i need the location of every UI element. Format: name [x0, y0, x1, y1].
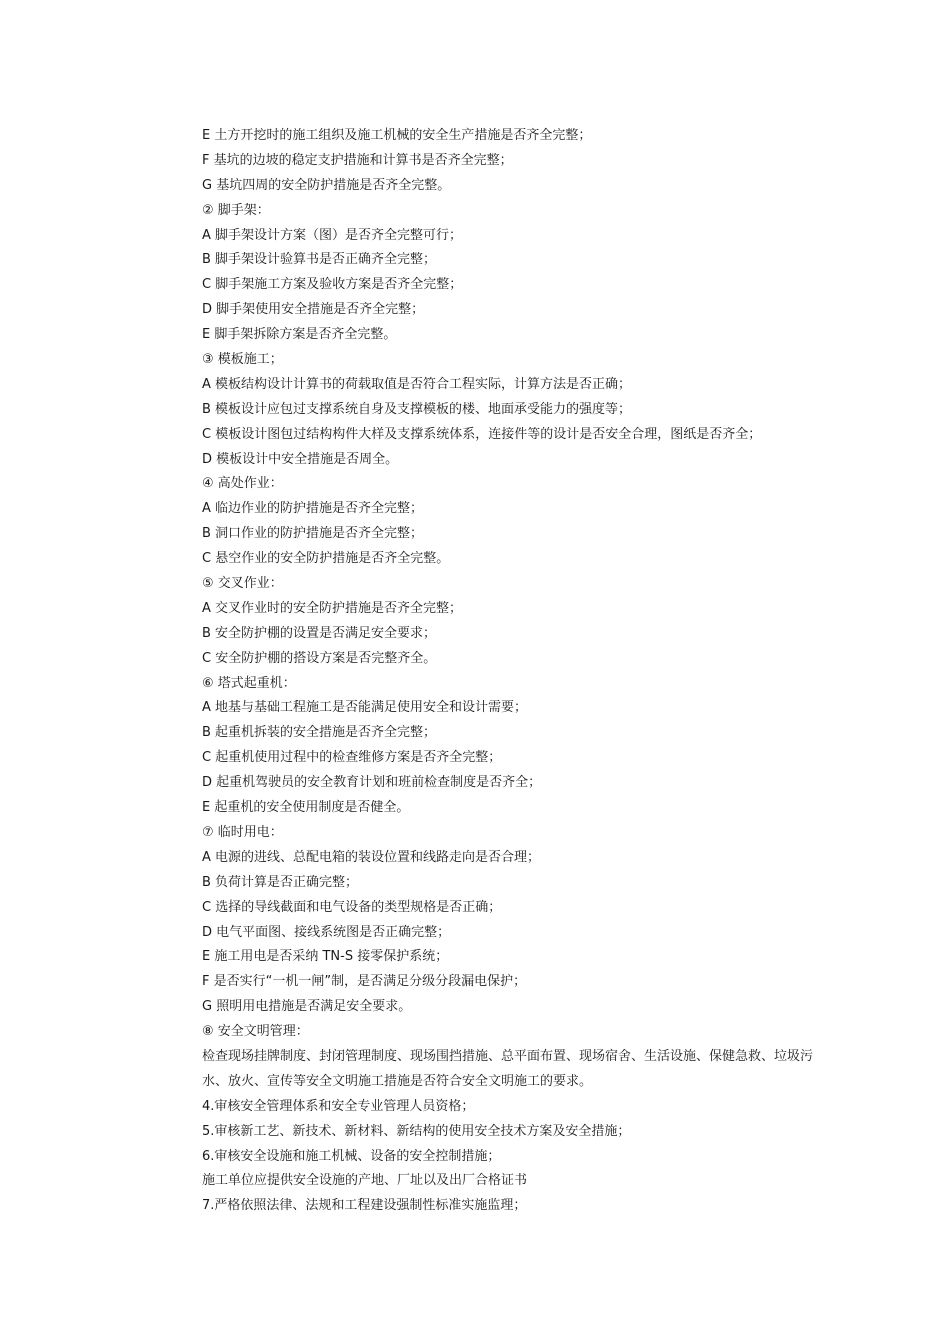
- text-line: A 脚手架设计方案（图）是否齐全完整可行；: [202, 227, 463, 243]
- text-line: A 地基与基础工程施工是否能满足使用安全和设计需要；: [202, 700, 528, 716]
- text-line: C 选择的导线截面和电气设备的类型规格是否正确；: [202, 899, 502, 915]
- text-line: B 洞口作业的防护措施是否齐全完整；: [202, 526, 424, 542]
- text-line: 4.审核安全管理体系和安全专业管理人员资格；: [202, 1098, 475, 1114]
- section-heading: ⑥ 塔式起重机：: [202, 675, 296, 691]
- text-line: B 脚手架设计验算书是否正确齐全完整；: [202, 252, 437, 268]
- text-line: C 起重机使用过程中的检查维修方案是否齐全完整；: [202, 750, 502, 766]
- section-heading: ⑧ 安全文明管理：: [202, 1024, 309, 1040]
- text-line: D 起重机驾驶员的安全教育计划和班前检查制度是否齐全；: [202, 775, 542, 791]
- text-line: C 模板设计图包过结构构件大样及支撑系统体系，连接件等的设计是否安全合理，图纸是否齐全；: [202, 426, 762, 442]
- document-body: [202, 124, 822, 1219]
- text-line: E 起重机的安全使用制度是否健全。: [202, 800, 410, 816]
- text-line: C 安全防护棚的搭设方案是否完整齐全。: [202, 650, 437, 666]
- section-heading: ③ 模板施工；: [202, 352, 283, 368]
- text-line: F 是否实行“一机一闸”制，是否满足分级分段漏电保护；: [202, 974, 527, 990]
- text-line: C 脚手架施工方案及验收方案是否齐全完整；: [202, 277, 463, 293]
- text-line: 施工单位应提供安全设施的产地、厂址以及出厂合格证书: [202, 1173, 528, 1189]
- section-heading: ⑤ 交叉作业：: [202, 576, 283, 592]
- text-line: D 电气平面图、接线系统图是否正确完整；: [202, 924, 451, 940]
- text-line: B 起重机拆装的安全措施是否齐全完整；: [202, 725, 437, 741]
- text-line: E 土方开挖时的施工组织及施工机械的安全生产措施是否齐全完整；: [202, 128, 592, 143]
- text-line: 7.严格依照法律、法规和工程建设强制性标准实施监理；: [202, 1198, 527, 1214]
- text-line: B 安全防护棚的设置是否满足安全要求；: [202, 625, 437, 641]
- text-line: E 施工用电是否采纳 TN-S 接零保护系统；: [202, 949, 449, 965]
- text-line: A 电源的进线、总配电箱的装设位置和线路走向是否合理；: [202, 849, 541, 865]
- section-heading: ④ 高处作业：: [202, 476, 283, 492]
- text-line: A 临边作业的防护措施是否齐全完整；: [202, 501, 424, 517]
- text-line: A 模板结构设计计算书的荷载取值是否符合工程实际，计算方法是否正确；: [202, 376, 632, 392]
- text-line: B 负荷计算是否正确完整；: [202, 874, 359, 890]
- section-heading: ② 脚手架：: [202, 202, 270, 218]
- text-line: C 悬空作业的安全防护措施是否齐全完整。: [202, 551, 450, 567]
- text-line: D 模板设计中安全措施是否周全。: [202, 451, 399, 467]
- text-line: A 交叉作业时的安全防护措施是否齐全完整；: [202, 600, 463, 616]
- text-line: E 脚手架拆除方案是否齐全完整。: [202, 327, 397, 343]
- text-line: F 基坑的边坡的稳定支护措施和计算书是否齐全完整；: [202, 152, 513, 168]
- section-heading: ⑦ 临时用电：: [202, 824, 283, 840]
- paragraph: 检查现场挂牌制度、封闭管理制度、现场围挡措施、总平面布置、现场宿舍、生活设施、保健急救、垃圾污水、放火、宣传等安全文明施工措施是否符合安全文明施工的要求。: [202, 1048, 814, 1089]
- text-line: D 脚手架使用安全措施是否齐全完整；: [202, 302, 425, 318]
- text-line: G 照明用电措施是否满足安全要求。: [202, 999, 412, 1015]
- text-line: B 模板设计应包过支撑系统自身及支撑模板的楼、地面承受能力的强度等；: [202, 401, 632, 417]
- text-line: 5.审核新工艺、新技术、新材料、新结构的使用安全技术方案及安全措施；: [202, 1123, 631, 1139]
- text-line: G 基坑四周的安全防护措施是否齐全完整。: [202, 177, 451, 193]
- text-line: 6.审核安全设施和施工机械、设备的安全控制措施；: [202, 1148, 501, 1164]
